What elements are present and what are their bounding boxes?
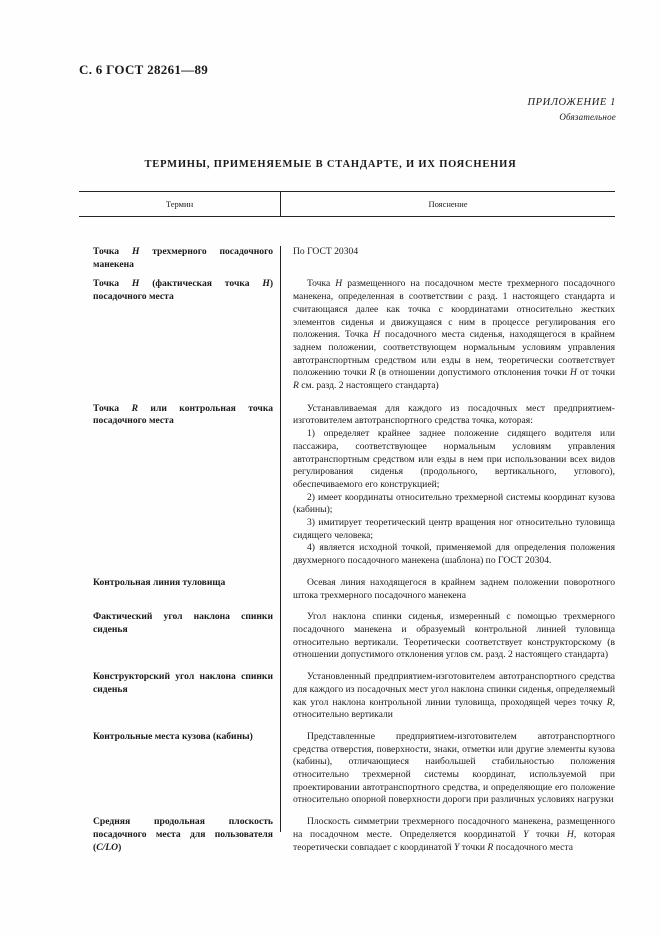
annex-note: Обязательное (559, 112, 616, 122)
table-row (79, 816, 615, 854)
term-cell: Точка Н трехмерного посадочного манекена (93, 246, 273, 270)
explanation-text: 3) имитирует теоретический центр вращения ног относительно туловища сидящего человека; (293, 517, 615, 541)
header-explanation: Пояснение (428, 198, 468, 209)
table-row (79, 246, 615, 271)
table-row (79, 671, 615, 722)
explanation-text: Установленный предприятием-изготовителем автотранспортного средства для каждого из посадочных мест угол наклона спинки сиденья, определяемый как угол наклона контрольной линии туловища, проходящей через точку R, относительно вертикали (293, 671, 615, 721)
explanation-cell (281, 278, 615, 392)
explanation-cell (281, 731, 615, 807)
term-cell: Средняя продольная плоскость посадочного места для пользователя (C/LO) (93, 816, 273, 853)
explanation-text: 4) является исходной точкой, применяемой для определения положения двухмерного посадочного манекена (шаблона) по ГОСТ 20304. (293, 542, 615, 567)
explanation-cell (281, 577, 615, 602)
explanation-text: Плоскость симметрии трехмерного посадочного манекена, размещенного на посадочном месте. Определяется координатой Y точки Н, которая теоретически совпадает с координатой Y точки R посадочного места (293, 816, 615, 853)
explanation-text: Представленные предприятием-изготовителем автотранспортного средства отверстия, поверхности, знаки, отметки или другие элементы кузова (кабины), отличающиеся наибольшей стабильностью положения относительно трехмерной системы координат, используемой при проектировании автотранспортного средства, и определяющие его положение относительно опорной поверхности дороги при различных условиях нагрузки (293, 730, 615, 806)
table-row (79, 577, 615, 602)
explanation-text: Точка Н размещенного на посадочном месте трехмерного посадочного манекена, определенная в соответствии с разд. 1 настоящего стандарта и считающаяся далее как точка с координатами относительно жестких элементов сиденья и движущаяся с ним в процессе регулирования его положения. Точка Н посадочного места сиденья, находящегося в крайнем заднем положении, соответствующем нормальным условиям управления автотранспортным средством или езды в нем, теоретически соответствует положению точки R (в отношении допустимого отклонения точки Н от точки R см. разд. 2 настоящего стандарта) (293, 278, 616, 392)
term-cell: Контрольная линия туловища (93, 576, 226, 588)
term-cell: Точка R или контрольная точка посадочного места (93, 402, 273, 427)
explanation-cell (281, 671, 615, 722)
term-cell: Контрольные места кузова (кабины) (93, 730, 253, 742)
table-header (79, 191, 615, 217)
term-cell: Точка Н (фактическая точка Н) посадочного места (93, 278, 274, 303)
table-row (79, 611, 615, 662)
term-cell: Конструкторский угол наклона спинки сиденья (93, 671, 273, 695)
explanation-cell (281, 611, 615, 662)
explanation-cell (281, 403, 615, 568)
explanation-text: Угол наклона спинки сиденья, измеренный с помощью трехмерного посадочного манекена и образуемый контрольной линией туловища относительно вертикали. Теоретически соответствует конструкторскому (в отношении допустимого отклонения углов см. разд. 2 настоящего стандарта) (293, 611, 615, 661)
explanation-text: Устанавливаемая для каждого из посадочных мест предприятием-изготовителем автотранспортного средства точка, которая: (293, 402, 615, 427)
table-row (79, 731, 615, 807)
term-cell: Фактический угол наклона спинки сиденья (93, 611, 273, 635)
explanation-cell (281, 816, 615, 854)
explanation-text: 2) имеет координаты относительно трехмерной системы координат кузова (кабины); (293, 491, 615, 516)
table-row (79, 278, 615, 392)
explanation-cell (281, 246, 615, 271)
table-body (79, 246, 615, 854)
explanation-text: Осевая линия находящегося в крайнем заднем положении поворотного штока трехмерного посадочного манекена (293, 576, 615, 601)
terms-table (79, 191, 615, 854)
document-title: ТЕРМИНЫ, ПРИМЕНЯЕМЫЕ В СТАНДАРТЕ, И ИХ ПОЯСНЕНИЯ (144, 159, 517, 170)
explanation-text: По ГОСТ 20304 (293, 246, 359, 257)
annex-label (527, 95, 616, 125)
table-row (79, 403, 615, 568)
header-term: Термин (79, 192, 281, 216)
annex-title: ПРИЛОЖЕНИЕ 1 (527, 97, 616, 108)
page-header: С. 6 ГОСТ 28261—89 (79, 62, 209, 77)
explanation-text: 1) определяет крайнее заднее положение сидящего водителя или пассажира, соответствующее нормальным условиям управления автотранспортным средством или езды в нем при использовании всех видов регулирования сиденья (продольного, вертикального, углового), обеспечиваемого его конструкцией; (293, 428, 615, 490)
